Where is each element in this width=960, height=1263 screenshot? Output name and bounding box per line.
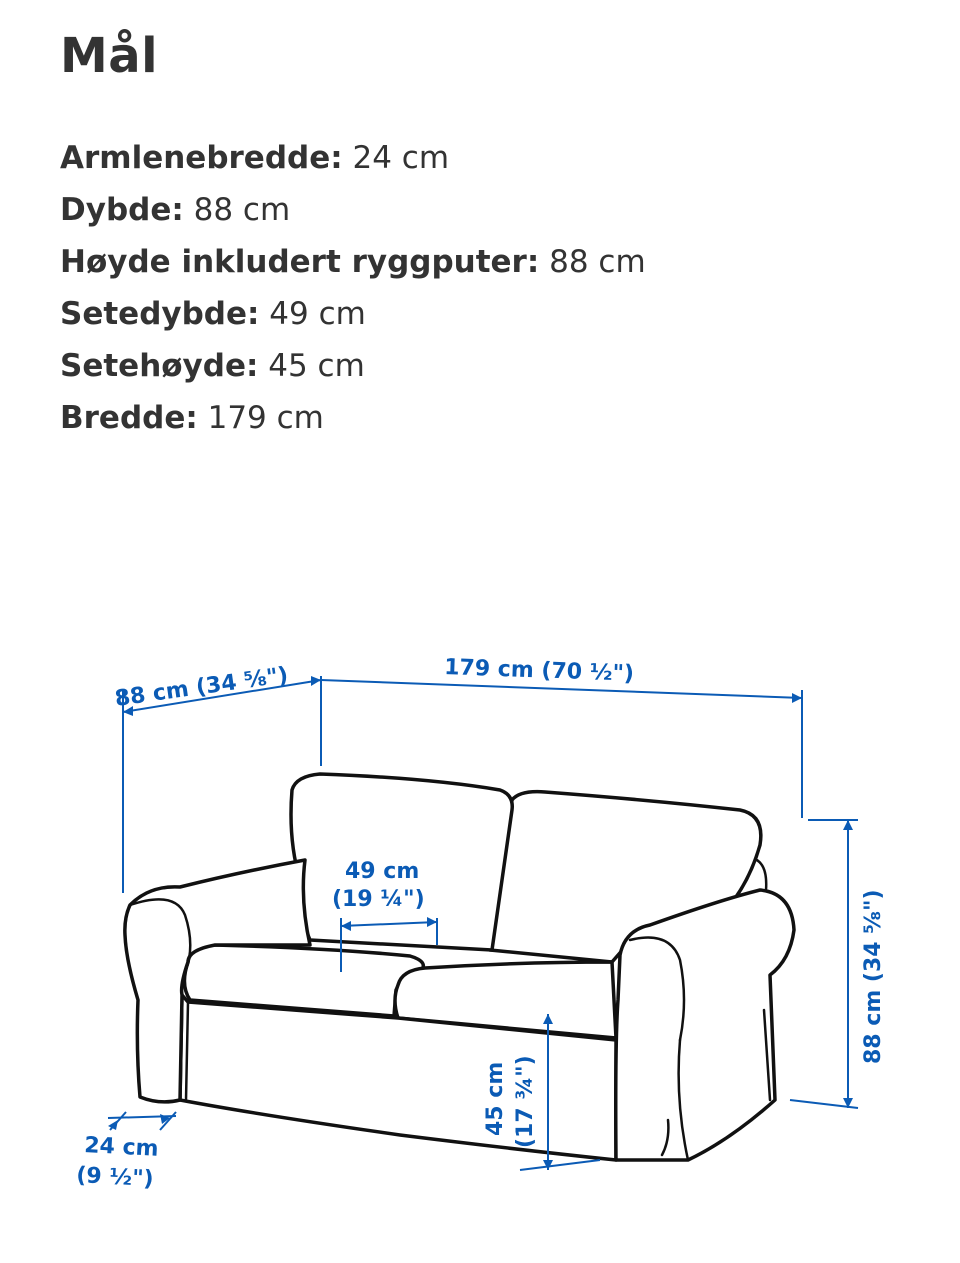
spec-value: 179 cm (207, 400, 324, 436)
depth-dimension-label: 88 cm (34 ⅝") (113, 662, 290, 712)
spec-label: Setehøyde: (60, 348, 259, 384)
spec-value: 49 cm (269, 296, 366, 332)
seat-height-label-cm: 45 cm (483, 1061, 508, 1136)
spec-row-depth (60, 188, 646, 240)
spec-label: Høyde inkludert ryggputer: (60, 244, 540, 280)
armrest-right (616, 890, 794, 1160)
seat-height-label-in: (17 ¾") (513, 1055, 538, 1148)
seat-depth-label-in: (19 ¼") (332, 887, 425, 912)
seat-depth-label-cm: 49 cm (345, 859, 420, 884)
spec-label: Bredde: (60, 400, 198, 436)
width-dimension-label: 179 cm (70 ½") (443, 655, 635, 687)
sofa-illustration (125, 774, 794, 1160)
page-title: Mål (60, 28, 159, 84)
spec-value: 88 cm (193, 192, 291, 228)
spec-label: Setedybde: (60, 296, 260, 332)
spec-row-height-incl-cushions (60, 240, 646, 292)
spec-value: 88 cm (549, 244, 646, 280)
dimensions-list (60, 136, 646, 448)
arm-width-label-in: (9 ½") (75, 1163, 155, 1193)
spec-value: 45 cm (268, 348, 365, 384)
spec-label: Dybde: (60, 192, 184, 228)
spec-row-armrest-width (60, 136, 646, 188)
spec-row-width (60, 396, 646, 448)
spec-row-seat-depth (60, 292, 646, 344)
arm-width-label-cm: 24 cm (83, 1133, 160, 1162)
height-dimension-label: 88 cm (34 ⅝") (861, 889, 886, 1064)
sofa-dimension-diagram (0, 600, 960, 1240)
spec-row-seat-height (60, 344, 646, 396)
spec-label: Armlenebredde: (60, 140, 343, 176)
spec-value: 24 cm (352, 140, 450, 176)
